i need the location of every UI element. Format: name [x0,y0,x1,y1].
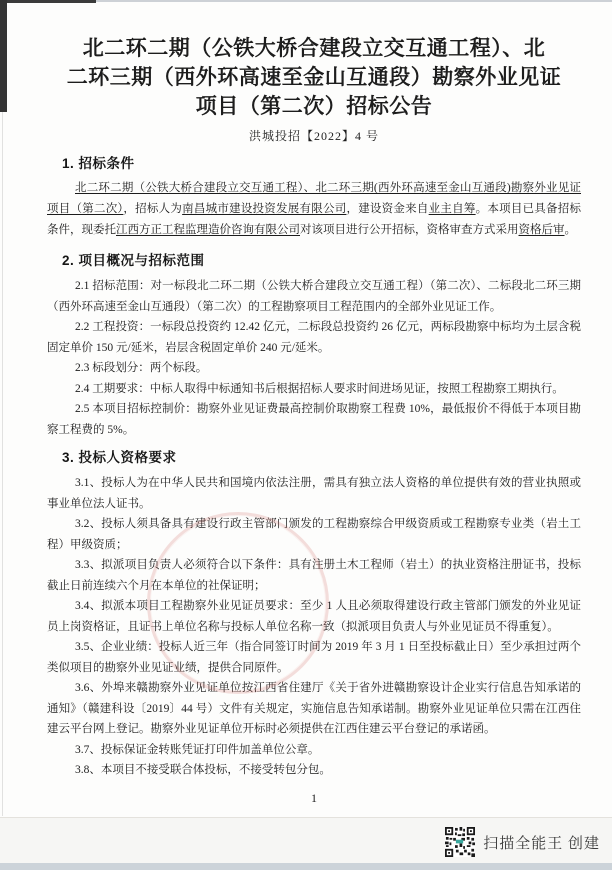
intro-seg-4: ，建设资金来自 [346,203,429,215]
intro-seg-agency-name: 江西方正工程监理造价咨询有限公司 [116,224,300,236]
clause-3-8: 3.8、本项目不接受联合体投标，不接受转包分包。 [75,764,331,776]
document-title [47,34,581,121]
qr-code-icon [445,827,475,857]
scan-left-edge [2,104,3,816]
clause-3-1: 3.1、投标人为在中华人民共和国境内依法注册，需具有独立法人资格的单位提供有效的营业执照或事业单位法人证书。 [47,477,581,510]
section-heading-bidding-conditions: 1. 招标条件 [62,156,135,171]
clause-3-4: 3.4、拟派本项目工程勘察外业见证员要求：至少 1 人且必须取得建设行政主管部门颁发的外业见证员上岗资格证，且证书上单位名称与投标人单位名称一致（拟派项目负责人与外业见证员不得重复）。 [47,600,581,633]
title-line-1: 北二环二期（公铁大桥合建段立交互通工程）、北 [82,36,546,60]
clause-3-7: 3.7、投标保证金转账凭证打印件加盖单位公章。 [75,743,320,756]
scan-corner-vertical [0,0,7,112]
page-number: 1 [311,790,317,805]
clause-2-3: 2.3 标段划分：两个标段。 [75,362,208,374]
intro-paragraph [47,178,581,241]
clause-2-4: 2.4 工期要求：中标人取得中标通知书后根据招标人要求时间进场见证，按照工程勘察工期执行。 [75,382,564,395]
intro-seg-8: 对该项目进行公开招标，资格审查方式采用 [300,224,519,236]
intro-seg-6: 。本项目已具备招标条件，现委托 [47,203,582,236]
watermark-label: 扫描全能王 创建 [483,835,600,852]
clause-2-2: 2.2 工程投资：一标段总投资约 12.42 亿元，二标段总投资约 26 亿元，两标段勘察中标均为土层含税固定单价 150 元/延米，岩层含税固定单价 240 元/延米。 [47,321,581,354]
intro-seg-tenderer-name: 南昌城市建设投资发展有限公司 [182,203,347,215]
intro-seg-project-name: 北二环二期（公铁大桥合建段立交互通工程）、北二环三期(西外环高速至金山互通段)勘察外业见证项目（第二次） [47,182,581,215]
clause-3-5: 3.5、企业业绩：投标人近三年（指合同签订时间为 2019 年 3 月 1 日至投标截止日）至少承担过两个类似项目的勘察外业见证业绩，提供合同原件。 [47,641,581,674]
title-line-3: 项目（第二次）招标公告 [195,94,433,118]
clause-2-5: 2.5 本项目招标控制价：勘察外业见证费最高控制价取勘察工程费 10%，最低报价不得低于本项目勘察工程费的 5%。 [47,403,581,436]
intro-seg-review-method: 资格后审 [518,224,565,236]
camscanner-watermark [445,826,600,858]
section-heading-bidder-qualifications: 3. 投标人资格要求 [62,450,177,465]
clause-3-3: 3.3、拟派项目负责人必须符合以下条件：具有注册土木工程师（岩土）的执业资格注册证书，投标截止日前连续六个月在本单位的社保证明； [47,559,581,592]
intro-seg-10: 。 [564,224,576,236]
scan-corner-horizontal [0,0,96,3]
intro-seg-2: ，招标人为 [123,203,183,215]
intro-seg-funding: 业主自筹 [428,203,476,215]
clause-3-2: 3.2、投标人须具备具有建设行政主管部门颁发的工程勘察综合甲级资质或工程勘察专业类（岩土工程）甲级资质； [47,518,581,551]
clause-2-1: 2.1 招标范围：对一标段北二环二期（公铁大桥合建段立交互通工程）（第二次）、二标段北二环三期（西外环高速至金山互通段）（第二次）的工程勘察项目工程范围内的全部外业见证工作。 [47,280,581,313]
bottom-strip [0,863,612,870]
clause-3-6: 3.6、外埠来赣勘察外业见证单位按江西省住建厅《关于省外进赣勘察设计企业实行信息告知承诺的通知》（赣建科设〔2019〕44 号）文件有关规定，实施信息告知承诺制。勘察外业见证单位只需在江西住建云平台网上登记。勘察外业见证单位开标时必须提供在江西住建云平台登记的承诺函。 [47,682,581,735]
document-number: 洪城投招【2022】4 号 [248,129,379,143]
scan-background [0,818,612,863]
title-line-2: 二环三期（西外环高速至金山互通段）勘察外业见证 [66,65,562,89]
section-heading-project-overview: 2. 项目概况与招标范围 [62,253,205,268]
